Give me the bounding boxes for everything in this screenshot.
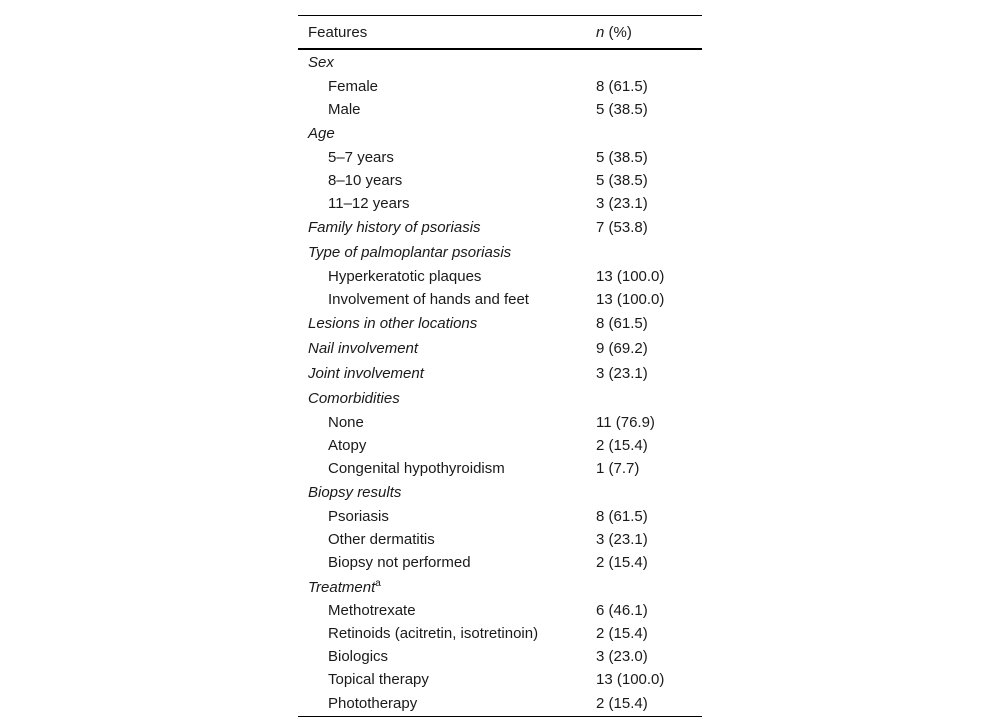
feature-label: None	[328, 414, 364, 431]
value-cell: 2 (15.4)	[596, 691, 702, 717]
value-cell: 9 (69.2)	[596, 340, 648, 357]
feature-label: 8–10 years	[328, 172, 403, 189]
value-cell: 11 (76.9)	[596, 414, 655, 431]
table-row	[298, 551, 702, 574]
feature-cell	[298, 622, 596, 645]
table-row	[298, 288, 702, 311]
feature-label: Methotrexate	[328, 602, 416, 619]
table-row	[298, 169, 702, 192]
value-cell	[596, 240, 702, 265]
feature-label: Nail involvement	[308, 340, 419, 357]
feature-label: Hyperkeratotic plaques	[328, 268, 482, 285]
feature-label: Congenital hypothyroidism	[328, 460, 505, 477]
feature-label: Psoriasis	[328, 508, 389, 525]
table-row-group	[298, 336, 702, 361]
table-row	[298, 691, 702, 717]
table-row	[298, 98, 702, 121]
value-cell: 3 (23.0)	[596, 648, 648, 665]
feature-cell	[298, 121, 596, 146]
table-row	[298, 457, 702, 480]
table-row	[298, 599, 702, 622]
header-n-percent	[596, 16, 702, 50]
value-cell: 13 (100.0)	[596, 671, 665, 688]
feature-cell	[298, 265, 596, 288]
feature-label: Biologics	[328, 648, 389, 665]
feature-cell	[298, 599, 596, 622]
value-cell: 6 (46.1)	[596, 602, 648, 619]
value-cell: 3 (23.1)	[596, 195, 648, 212]
feature-cell	[298, 98, 596, 121]
feature-label: Atopy	[328, 437, 367, 454]
value-cell: 13 (100.0)	[596, 268, 665, 285]
table-row-group	[298, 240, 702, 265]
value-cell: 5 (38.5)	[596, 101, 648, 118]
feature-cell	[298, 288, 596, 311]
feature-cell	[298, 457, 596, 480]
feature-cell	[298, 645, 596, 668]
feature-label: 11–12 years	[328, 195, 410, 212]
feature-label: Comorbidities	[308, 390, 400, 407]
table-row	[298, 75, 702, 98]
feature-cell	[298, 505, 596, 528]
feature-cell	[298, 551, 596, 574]
feature-cell	[298, 75, 596, 98]
feature-label: Type of palmoplantar psoriasis	[308, 244, 512, 261]
table-body	[298, 49, 702, 717]
feature-cell	[298, 434, 596, 457]
feature-label: Retinoids (acitretin, isotretinoin)	[328, 625, 539, 642]
table-row-group	[298, 215, 702, 240]
value-cell	[596, 121, 702, 146]
feature-label: Treatment	[308, 578, 376, 596]
value-cell: 5 (38.5)	[596, 172, 648, 189]
table-row-group	[298, 361, 702, 386]
feature-cell	[298, 169, 596, 192]
value-cell: 8 (61.5)	[596, 315, 648, 332]
header-features: Features	[298, 16, 596, 50]
value-cell	[596, 386, 702, 411]
feature-cell	[298, 49, 596, 75]
feature-label: Family history of psoriasis	[308, 219, 481, 236]
table-row-group	[298, 49, 702, 75]
feature-label: Lesions in other locations	[308, 315, 478, 332]
feature-cell	[298, 528, 596, 551]
value-cell: 2 (15.4)	[596, 625, 648, 642]
feature-label: Female	[328, 78, 379, 95]
table-row	[298, 434, 702, 457]
value-cell: 3 (23.1)	[596, 365, 648, 382]
feature-cell	[298, 386, 596, 411]
table-header	[298, 16, 702, 50]
table-row	[298, 505, 702, 528]
value-cell: 3 (23.1)	[596, 531, 648, 548]
value-cell: 8 (61.5)	[596, 78, 648, 95]
value-cell	[596, 574, 702, 599]
feature-cell	[298, 336, 596, 361]
table-row-group	[298, 480, 702, 505]
data-table-container	[298, 15, 702, 717]
table-row-group	[298, 121, 702, 146]
feature-label: 5–7 years	[328, 149, 394, 166]
value-cell: 1 (7.7)	[596, 460, 640, 477]
value-cell: 13 (100.0)	[596, 291, 665, 308]
feature-label: Other dermatitis	[328, 531, 435, 548]
header-row	[298, 16, 702, 50]
table-row	[298, 411, 702, 434]
table-row-group	[298, 574, 702, 599]
feature-cell	[298, 361, 596, 386]
footnote-marker: a	[375, 577, 381, 589]
feature-label: Phototherapy	[328, 695, 418, 712]
feature-cell	[298, 411, 596, 434]
table-row	[298, 668, 702, 691]
feature-cell	[298, 480, 596, 505]
table-row	[298, 528, 702, 551]
feature-label: Male	[328, 101, 361, 118]
feature-cell	[298, 691, 596, 717]
value-cell: 5 (38.5)	[596, 149, 648, 166]
table-row	[298, 645, 702, 668]
header-n-suffix: (%)	[604, 23, 632, 41]
header-n-label: n	[596, 23, 605, 41]
table-row	[298, 192, 702, 215]
feature-cell	[298, 574, 596, 599]
features-table	[298, 15, 702, 717]
feature-label: Sex	[308, 54, 334, 71]
feature-label: Topical therapy	[328, 671, 429, 688]
feature-label: Joint involvement	[308, 365, 424, 382]
feature-label: Biopsy not performed	[328, 554, 471, 571]
table-row	[298, 146, 702, 169]
feature-cell	[298, 146, 596, 169]
value-cell: 8 (61.5)	[596, 508, 648, 525]
feature-label: Age	[308, 125, 335, 142]
feature-label: Biopsy results	[308, 484, 402, 501]
table-row	[298, 622, 702, 645]
value-cell	[596, 480, 702, 505]
table-row	[298, 265, 702, 288]
table-row-group	[298, 386, 702, 411]
value-cell: 2 (15.4)	[596, 437, 648, 454]
feature-cell	[298, 668, 596, 691]
table-row-group	[298, 311, 702, 336]
value-cell: 2 (15.4)	[596, 554, 648, 571]
value-cell: 7 (53.8)	[596, 219, 648, 236]
feature-cell	[298, 240, 596, 265]
feature-cell	[298, 192, 596, 215]
value-cell	[596, 49, 702, 75]
feature-cell	[298, 311, 596, 336]
feature-cell	[298, 215, 596, 240]
feature-label: Involvement of hands and feet	[328, 291, 529, 308]
